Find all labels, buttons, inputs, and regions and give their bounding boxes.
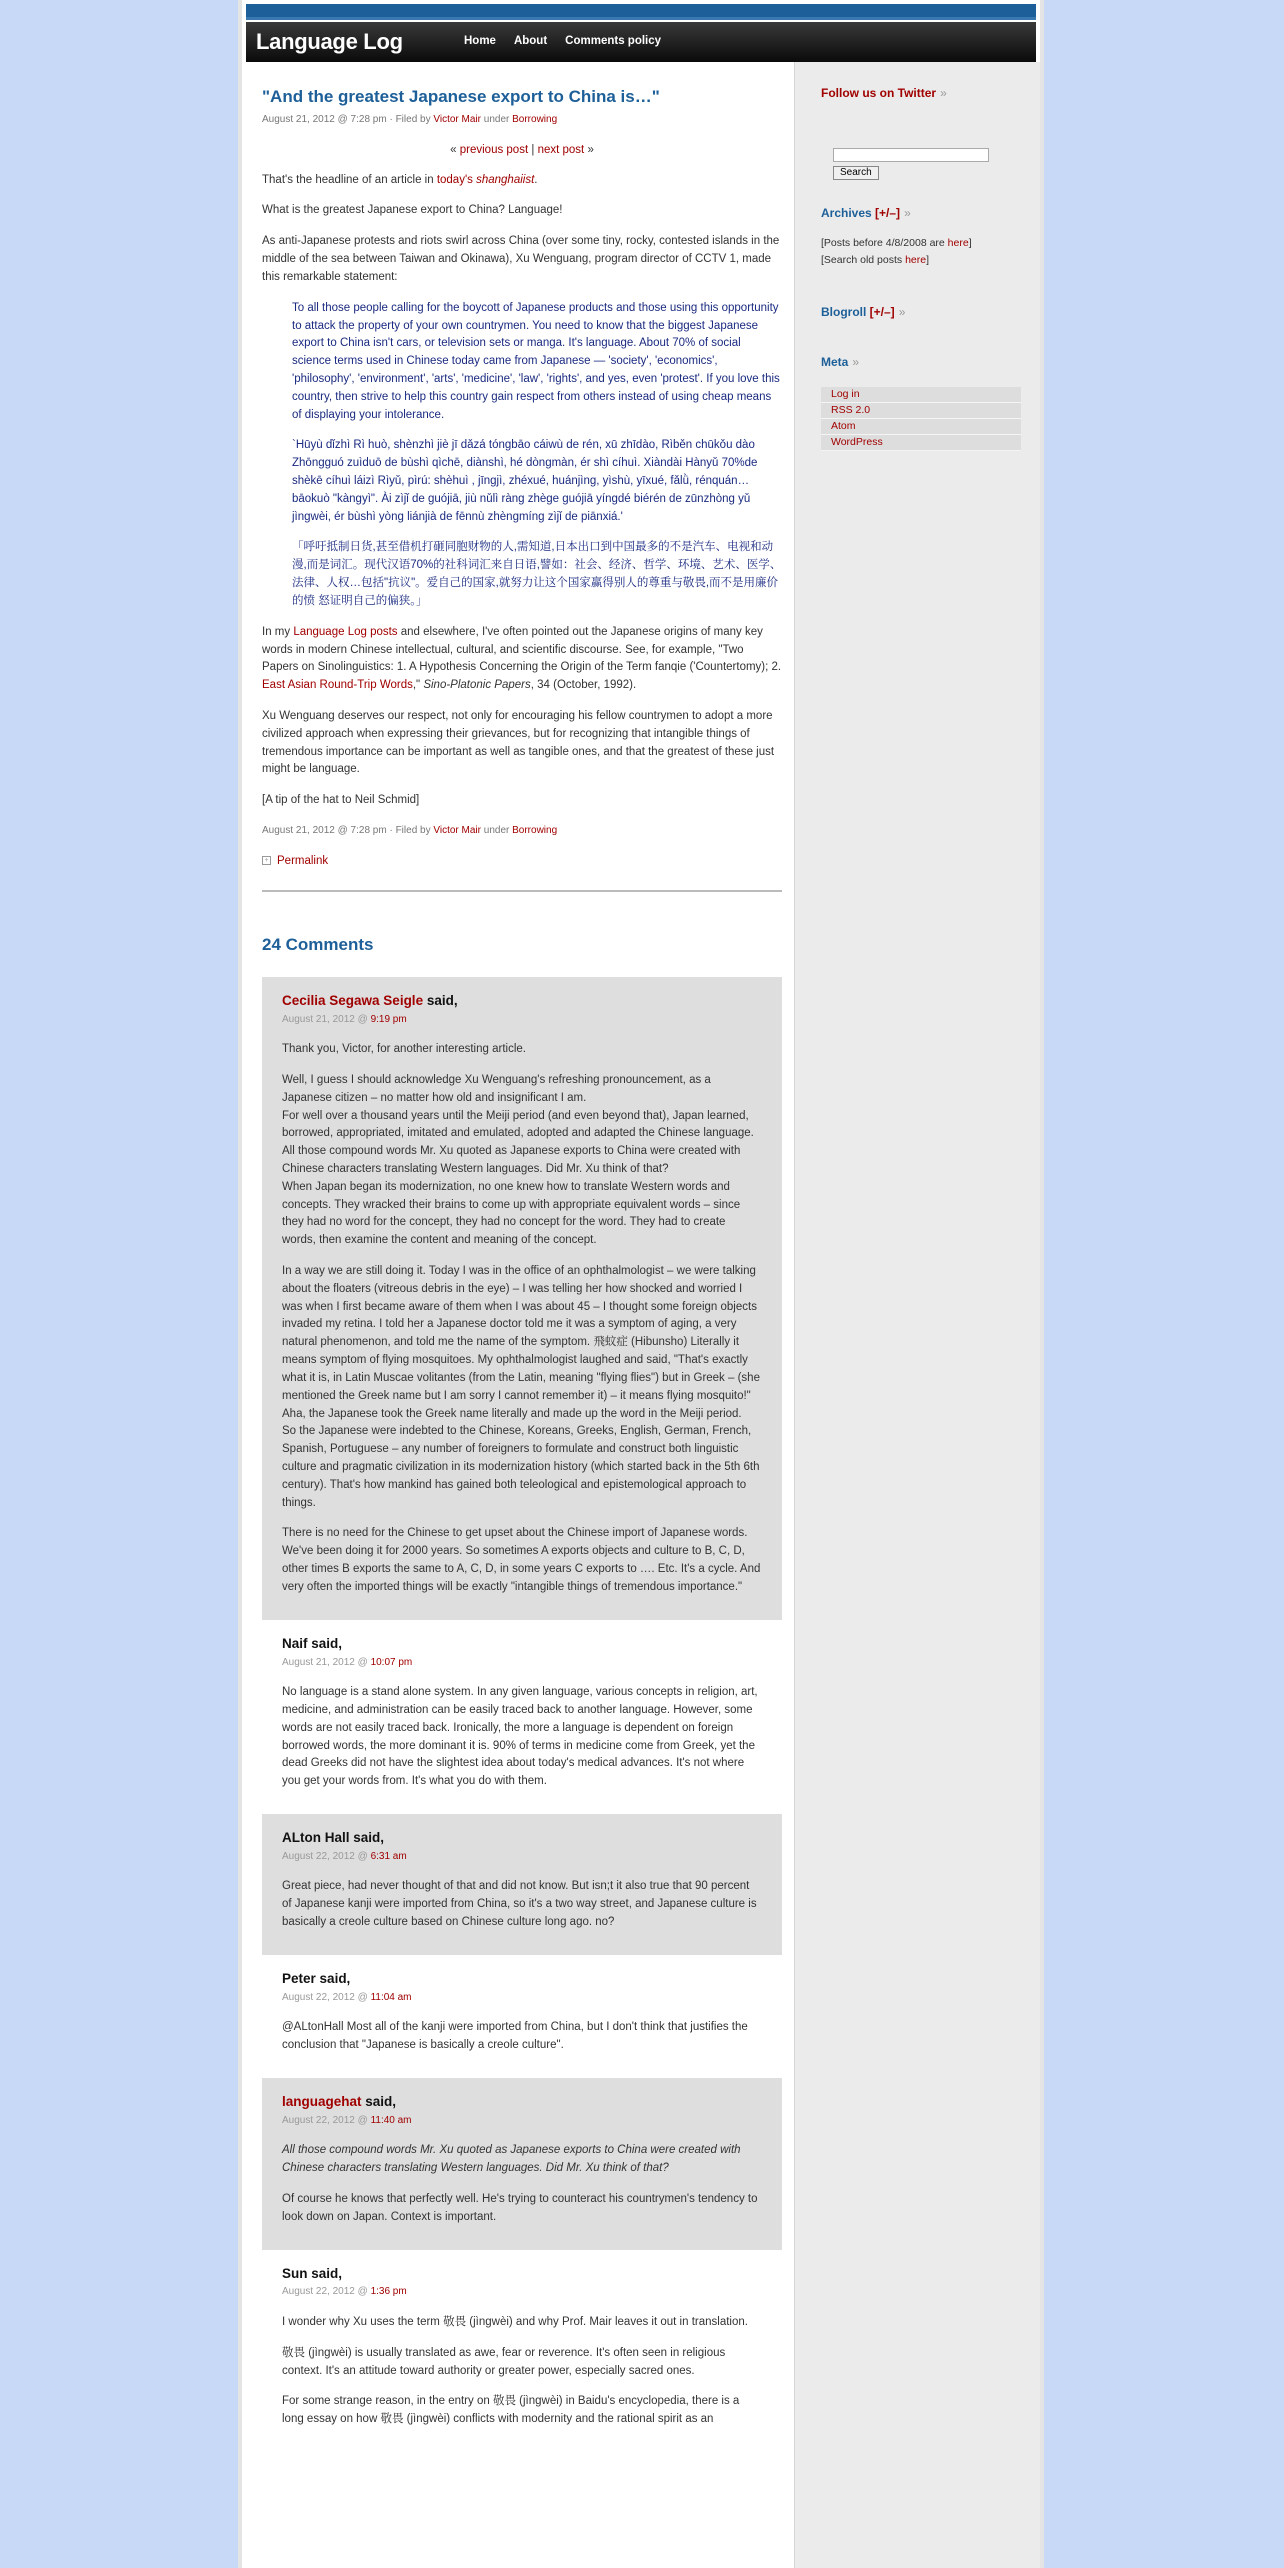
language-log-posts-link[interactable]: Language Log posts xyxy=(293,625,398,638)
meta-heading[interactable] xyxy=(821,355,859,369)
comment xyxy=(262,1620,782,1814)
comment-author-line xyxy=(282,991,762,1012)
comment-date: August 21, 2012 xyxy=(282,1656,355,1668)
old-posts-here-link[interactable]: here xyxy=(947,237,969,250)
quote-pinyin: `Hūyù dǐzhì Rì huò, shènzhì jiè jī dǎzá tóngbāo cáiwù de rén, xū zhīdào, Rìběn chūkǒu dào Zhōngguó zuìduō de bùshì qìchē, diànshì, hé dòngmàn, ér shì cíhuì. Xiàndài Hànyǔ 70%de shèkē cíhuì láizì Rìyǔ, pìrú: shèhuì , jīngjì, zhéxué, huánjìng, yìshù, yīxué, fǎlǜ, rénquán…bāokuò "kàngyì". Ài zìjǐ de guójiā, jiù nǔlì ràng zhège guójiā yíngdé biérén de zūnzhòng yǔ jìngwèi, ér bùshì yòng liánjià de fēnnù zhèngmíng zìjǐ de piānxiá.' xyxy=(292,439,758,523)
nav-home[interactable]: Home xyxy=(464,35,496,48)
comment-paragraph: I wonder why Xu uses the term 敬畏 (jìngwèi) and why Prof. Mair leaves it out in translation. xyxy=(282,2315,748,2328)
post-paragraph-6: [A tip of the hat to Neil Schmid] xyxy=(262,794,420,807)
quote-chinese: 「呼吁抵制日货,甚至借机打砸同胞财物的人,需知道,日本出口到中国最多的不是汽车、电视和动漫,而是词汇。现代汉语70%的社科词汇来自日语,譬如：社会、经济、哲学、环境、艺术、医学、法律、人权…包括"抗议"。爱自己的国家,就努力让这个国家赢得别人的尊重与敬畏,而不是用廉价的愤 怒证明自己的偏狭。」 xyxy=(292,541,782,607)
at-label: @ xyxy=(357,1656,368,1668)
comment-author: Naif xyxy=(282,1635,308,1651)
comment-time-link[interactable]: 11:04 am xyxy=(370,1991,412,2003)
archives-line-1-text: [Posts before 4/8/2008 are xyxy=(821,237,945,250)
comment xyxy=(262,1814,782,1955)
page xyxy=(238,0,1044,2568)
comment-paragraph: @ALtonHall Most all of the kanji were imported from China, but I don't think that justifies the conclusion that "Japanese is basically a creole culture". xyxy=(282,2021,748,2052)
post-author-link-bottom[interactable]: Victor Mair xyxy=(433,825,481,837)
said-label: said, xyxy=(365,2093,397,2109)
search-button[interactable]: Search xyxy=(833,166,879,180)
meta-section xyxy=(821,353,1041,451)
p4-text-b: and elsewhere, I've often pointed out the Japanese origins of many key words in modern Chinese intellectual, cultural, and scientific discourse. See, for example, "Two Papers on Sinolinguistics: 1. A Hypothesis Concerning the Origin of the Term fanqie ('Countertomy); 2. xyxy=(262,625,782,674)
nav-about[interactable]: About xyxy=(513,35,548,48)
next-arrow: » xyxy=(587,143,594,156)
at-label: @ xyxy=(357,2286,368,2298)
sidebar xyxy=(794,62,1041,2568)
comment-author-line xyxy=(282,1969,762,1990)
p4-text-d: , 34 (October, 1992). xyxy=(530,679,637,692)
comment-meta xyxy=(282,2113,762,2129)
archives-line-2 xyxy=(821,252,1041,269)
meta-item xyxy=(821,387,1021,403)
under-label: under xyxy=(483,114,510,126)
post-meta-bottom xyxy=(262,823,782,839)
comment-date: August 22, 2012 xyxy=(282,2286,355,2298)
comment-meta xyxy=(282,1655,762,1671)
p4-text-c: ," xyxy=(412,679,421,692)
search-section xyxy=(821,148,1041,182)
at-label: @ xyxy=(357,1991,368,2003)
shanghaiist-link[interactable] xyxy=(437,174,534,186)
twitter-section xyxy=(821,84,1041,104)
at-label: @ xyxy=(357,1850,368,1862)
chevron-right-icon: » xyxy=(898,305,906,320)
comment-meta xyxy=(282,2284,762,2300)
said-label: said, xyxy=(311,1635,343,1651)
comment-author: Peter xyxy=(282,1970,316,1986)
comment-meta xyxy=(282,1990,762,2006)
post-date-bottom: August 21, 2012 @ 7:28 pm xyxy=(262,825,387,837)
wordpress-link[interactable]: WordPress xyxy=(831,435,883,448)
at-label: @ xyxy=(357,2114,368,2126)
site-header xyxy=(246,22,1036,62)
said-label: said, xyxy=(353,1829,385,1845)
permalink-link[interactable]: Permalink xyxy=(277,854,329,867)
follow-twitter-text: Follow us on Twitter xyxy=(821,86,937,100)
said-label: said, xyxy=(311,2265,343,2281)
sino-platonic-title: Sino-Platonic Papers xyxy=(423,679,531,692)
at-label: @ xyxy=(357,1013,368,1025)
comment-time-link[interactable]: 9:19 pm xyxy=(370,1013,407,1025)
archives-section xyxy=(821,204,1041,269)
blogroll-heading-text: Blogroll xyxy=(821,305,867,320)
prev-arrow: « xyxy=(450,143,457,156)
archives-line-1-end: ] xyxy=(968,237,972,250)
follow-twitter-link[interactable] xyxy=(821,86,947,100)
comment-date: August 21, 2012 xyxy=(282,1013,355,1025)
main-nav xyxy=(446,33,661,51)
nav-comments-policy[interactable]: Comments policy xyxy=(565,35,662,48)
post-category-link[interactable]: Borrowing xyxy=(512,114,558,126)
post-author-link[interactable]: Victor Mair xyxy=(433,114,481,126)
meta-item xyxy=(821,419,1021,435)
comment-meta xyxy=(282,1012,762,1028)
comment-paragraph: Well, I guess I should acknowledge Xu Wenguang's refreshing pronouncement, as a Japanese citizen – no matter how old and insignificant I am. For well over a thousand years until the Meiji period (and even beyond that), Japan learned, borrowed, appropriated, imitated and emulated, adopted and adapted the Chinese language. All those compound words Mr. Xu quoted as Japanese exports to China were created with Chinese characters translating Western languages. Did Mr. Xu think of that? When Japan began its modernization, no one knew how to translate Western words and concepts. They wracked their brains to come up with appropriate equivalent words – since they had no word for the concept, they had no concept for the word. They had to create words, then examine the content and meaning of the concept. xyxy=(282,1073,754,1247)
search-old-posts-here-link[interactable]: here xyxy=(905,254,927,267)
comments-title: 24 Comments xyxy=(262,935,374,955)
quote-english: To all those people calling for the boycott of Japanese products and those using this opportunity to attack the property of your own countrymen. You need to know that the biggest Japanese export to China isn't cars, or television sets or manga. It's language. About 70% of social science terms used in Chinese today came from Japanese — 'society', 'economics', 'philosophy', 'environment', 'arts', 'medicine', 'law', 'rights', and yes, even 'protest'. If you love this country, then strive to help this country gain respect from others instead of using cheap means of displaying your intolerance. xyxy=(292,301,780,421)
comment-author-line xyxy=(282,2264,762,2285)
post-paragraph-4 xyxy=(262,624,782,695)
under-label-bottom: under xyxy=(483,825,510,837)
comment-paragraph: There is no need for the Chinese to get upset about the Chinese import of Japanese words. We've been doing it for 2000 years. So sometimes A exports objects and culture to B, C, D, other times B exports the same to A, C, D, in some years C exports to …. Etc. It's a cycle. And very often the imported things will be exactly "intangible things of tremendous importance." xyxy=(282,1527,761,1593)
p1-text: That's the headline of an article in xyxy=(262,173,434,186)
comment-author[interactable]: Cecilia Segawa Seigle xyxy=(282,992,424,1008)
comment-author: ALton Hall xyxy=(282,1829,350,1845)
p4-text-a: In my xyxy=(262,625,291,638)
comment-paragraph: In a way we are still doing it. Today I was in the office of an ophthalmologist – we were talking about the floaters (vitreous debris in the eye) – I was telling her how shocked and worried I was when I first became aware of them when I was about 45 – I thought some foreign objects invaded my retina. I told her a Japanese doctor told me it was a symptom of aging, a very natural phenomenon, and told me the name of the symptom. 飛蚊症 (Hibunsho) Literally it means symptom of flying mosquitoes. My ophthalmologist laughed and said, "That's exactly what it is, in Latin Muscae volitantes (from the Latin, meaning "flying flies") but in Greek – (she mentioned the Greek name but I am sorry I cannot remember it) – it means flying mosquito!" Aha, the Japanese took the Greek name literally and made up the word in the Meiji period. So the Japanese were indebted to the Chinese, Koreans, Greeks, English, German, French, Spanish, Portuguese – any number of foreigners to formulate and construct both linguistic culture and pragmatic civilization in its modernization history (which started back in the 5th 6th century). That's how mankind has gained both teleological and epistemological approach to things. xyxy=(282,1265,760,1509)
comment-time-link[interactable]: 1:36 pm xyxy=(370,2286,407,2298)
comment-author[interactable]: languagehat xyxy=(282,2093,362,2109)
comment-paragraph: Great piece, had never thought of that and did not know. But isn;t it also true that 90 percent of Japanese kanji were imported from China, so it's a two way street, and Japanese culture is basically a creole culture based on Chinese culture long ago. no? xyxy=(282,1880,757,1929)
comment-paragraph: No language is a stand alone system. In any given language, various concepts in religion, art, medicine, and administration can be easily traced back to another language. However, some words are not easily traced back. Ironically, the more a language is dependent on foreign borrowed words, the more dominant it is. 90% of terms in medicine come from Greek, yet the dead Greeks did not have the slightest idea about today's medical advances. It's not where you get your words from. It's what you do with them. xyxy=(282,1686,758,1788)
comment-author-line xyxy=(282,1634,762,1655)
previous-post-link[interactable]: previous post xyxy=(459,143,529,156)
comment xyxy=(262,2078,782,2250)
post-paragraph-3: As anti-Japanese protests and riots swirl across China (over some tiny, rocky, contested islands in the middle of the sea between Taiwan and Okinawa), Xu Wenguang, program director of CCTV 1, made this remarkable statement: xyxy=(262,235,780,283)
post-content xyxy=(262,62,782,2452)
said-label: said, xyxy=(426,992,458,1008)
comment-author-line xyxy=(282,2092,762,2113)
blogroll-toggle[interactable]: [+/–] xyxy=(869,305,895,320)
rss-link[interactable]: RSS 2.0 xyxy=(831,403,871,416)
comment xyxy=(262,977,782,1620)
divider xyxy=(262,890,782,892)
comment-paragraph: Thank you, Victor, for another interesting article. xyxy=(282,1043,526,1056)
comment-time-link[interactable]: 6:31 am xyxy=(370,1850,407,1862)
comment-author-line xyxy=(282,1828,762,1849)
comment-time-link[interactable]: 11:40 am xyxy=(370,2114,412,2126)
quote-block xyxy=(292,300,782,611)
comment-author: Sun xyxy=(282,2265,308,2281)
comment xyxy=(262,2250,782,2452)
meta-links xyxy=(821,387,1021,451)
blog-title[interactable]: Language Log xyxy=(256,28,403,54)
archives-toggle[interactable]: [+/–] xyxy=(875,205,901,220)
atom-link[interactable]: Atom xyxy=(831,419,856,432)
meta-item xyxy=(821,403,1021,419)
meta-heading-text: Meta xyxy=(821,354,849,369)
archives-heading-text: Archives xyxy=(821,205,872,220)
post-category-link-bottom[interactable]: Borrowing xyxy=(512,825,558,837)
comment-time-link[interactable]: 10:07 pm xyxy=(370,1656,413,1668)
archives-box xyxy=(821,235,1041,269)
round-trip-words-link[interactable]: East Asian Round-Trip Words xyxy=(262,679,413,692)
comment-paragraph: 敬畏 (jìngwèi) is usually translated as awe, fear or reverence. It's often seen in religious context. It's an attitude toward authority or greater power, especially sacred ones. xyxy=(282,2346,726,2377)
comment-paragraph: All those compound words Mr. Xu quoted as Japanese exports to China were created with Chinese characters translating Western languages. Did Mr. Xu think of that? xyxy=(282,2144,741,2175)
post-navigation xyxy=(262,142,782,160)
blogroll-section xyxy=(821,303,1041,323)
chevron-right-icon: » xyxy=(852,354,860,369)
said-label: said, xyxy=(319,1970,351,1986)
comment-date: August 22, 2012 xyxy=(282,1850,355,1862)
meta-item xyxy=(821,435,1021,451)
archives-line-2-text: [Search old posts xyxy=(821,254,903,267)
post-paragraph-5: Xu Wenguang deserves our respect, not only for encouraging his fellow countrymen to adopt a more civilized approach when expressing their grievances, but for recognizing that intangible things of tremendous importance can be important as well as tangible ones, and that the greatest of these just might be language. xyxy=(262,709,775,776)
comment xyxy=(262,1955,782,2078)
comment-paragraph: For some strange reason, in the entry on 敬畏 (jìngwèi) in Baidu's encyclopedia, there is a long essay on how 敬畏 (jìngwèi) conflicts with modernity and the rational spirit as an xyxy=(282,2395,740,2426)
comment-meta xyxy=(282,1849,762,1865)
archives-line-2-end: ] xyxy=(926,254,929,267)
log-in-link[interactable]: Log in xyxy=(831,387,860,400)
chevron-right-icon: » xyxy=(940,86,947,100)
permalink-row xyxy=(262,853,782,871)
search-input[interactable] xyxy=(833,148,989,162)
nav-separator: | xyxy=(531,143,535,156)
post-paragraph-1 xyxy=(262,172,782,190)
filed-by-label-bottom: · Filed by xyxy=(389,825,431,837)
shanghaiist-link-italic: shanghaiist xyxy=(476,173,535,186)
next-post-link[interactable]: next post xyxy=(537,143,585,156)
filed-by-label: · Filed by xyxy=(389,114,431,126)
post-paragraph-2: What is the greatest Japanese export to China? Language! xyxy=(262,204,563,217)
comment-date: August 22, 2012 xyxy=(282,2114,355,2126)
comment-date: August 22, 2012 xyxy=(282,1991,355,2003)
top-bar xyxy=(246,4,1036,20)
comments-list xyxy=(262,977,782,2452)
comment-paragraph: Of course he knows that perfectly well. He's trying to counteract his countrymen's tendency to look down on Japan. Context is important. xyxy=(282,2192,758,2223)
plus-box-icon: + xyxy=(262,856,271,865)
post-date: August 21, 2012 @ 7:28 pm xyxy=(262,114,387,126)
p1-end: . xyxy=(534,173,538,186)
archives-line-1 xyxy=(821,235,1041,252)
archives-heading[interactable] xyxy=(821,206,911,220)
chevron-right-icon: » xyxy=(904,205,911,220)
blogroll-heading[interactable] xyxy=(821,305,905,319)
shanghaiist-link-text: today's xyxy=(436,173,473,186)
post-meta xyxy=(262,112,782,128)
post-title[interactable]: "And the greatest Japanese export to China is…" xyxy=(262,87,660,106)
